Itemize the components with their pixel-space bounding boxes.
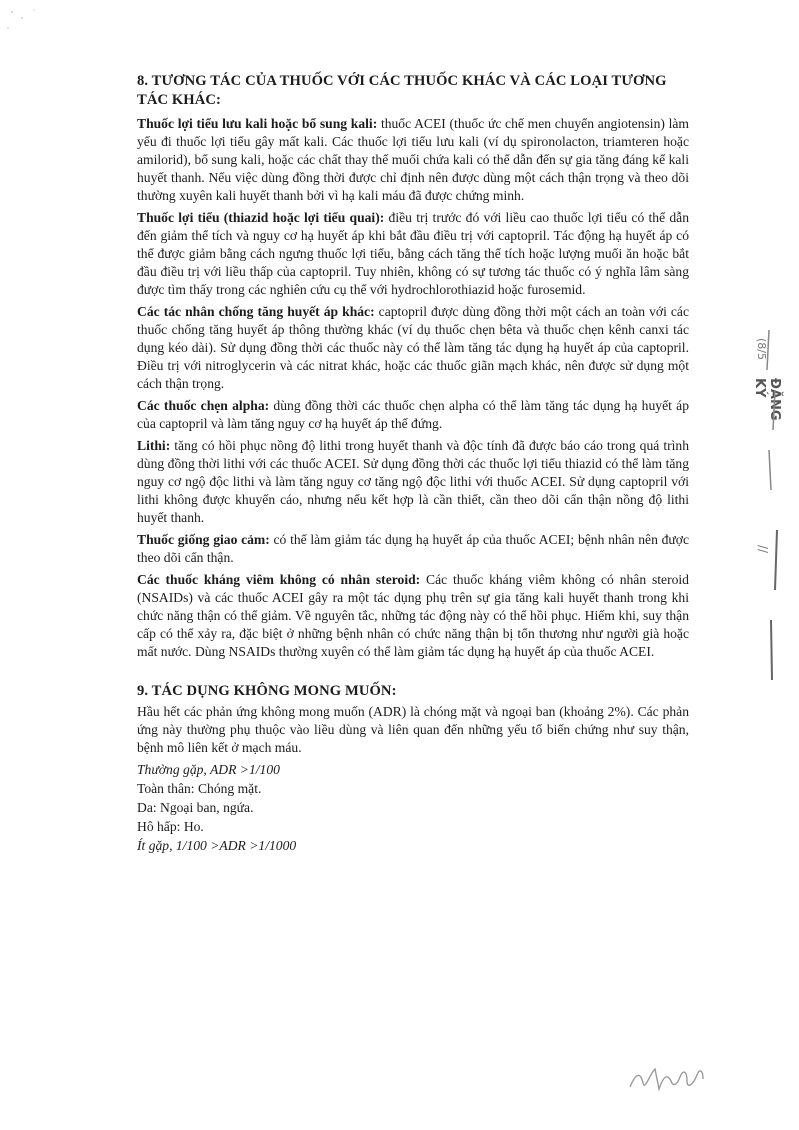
paragraph-text: dùng đồng thời các thuốc chẹn alpha có thể làm tăng tác dụng hạ huyết áp của captopril và làm tăng nguy cơ hạ huyết áp thế đứng. — [137, 398, 689, 431]
paragraph-text: captopril được dùng đồng thời một cách an toàn với các thuốc chống tăng huyết áp thông thường khác (ví dụ thuốc chẹn bêta và thuốc chẹn kênh canxi tác dụng kéo dài). Sử dụng đồng thời các thuốc này có thể làm tăng tác dụng hạ huyết áp của captopril. Điều trị với nitroglycerin và các nitrat khác, hoặc các thuốc giãn mạch khác, nên được sử dụng một cách thận trọng. — [137, 304, 690, 391]
common-item: Da: Ngoại ban, ngứa. — [137, 800, 254, 815]
interaction-sympathomimetics — [137, 531, 689, 567]
section8-heading: 8. TƯƠNG TÁC CỦA THUỐC VỚI CÁC THUỐC KHÁC VÀ CÁC LOẠI TƯƠNG TÁC KHÁC: — [137, 73, 667, 108]
margin-stamp-text: ĐĂNG KÝ — [752, 378, 782, 421]
corner-scan-noise — [0, 0, 60, 40]
margin-stamp-mark: // — [756, 545, 770, 554]
interaction-potassium — [137, 115, 689, 205]
interaction-diuretics — [137, 209, 689, 299]
document-page — [137, 72, 689, 856]
paragraph-lead: Các thuốc kháng viêm không có nhân steroid: — [137, 572, 421, 587]
common-item: Toàn thân: Chóng mặt. — [137, 781, 262, 796]
paragraph-text: điều trị trước đó với liều cao thuốc lợi tiểu có thể dẫn đến giảm thể tích và nguy cơ hạ huyết áp khi bắt đầu điều trị với captopril. Tác động hạ huyết áp có thể được giảm bằng cách ngưng thuốc lợi tiểu, bằng cách tăng thể tích hoặc lượng muối ăn hoặc bắt đầu điều trị với liều thấp của captopril. Tuy nhiên, không có sự tương tác thuốc có ý nghĩa lâm sàng được tìm thấy trong các nghiên cứu cụ thể với hydrochlorothiazid hoặc furosemid. — [137, 210, 689, 297]
section9-heading: 9. TÁC DỤNG KHÔNG MONG MUỐN: — [137, 683, 397, 699]
common-item: Hô hấp: Ho. — [137, 819, 204, 834]
interaction-lithium — [137, 437, 689, 527]
paragraph-lead: Lithi: — [137, 438, 171, 453]
paragraph-lead: Các thuốc chẹn alpha: — [137, 398, 270, 413]
paragraph-text: thuốc ACEI (thuốc ức chế men chuyển angiotensin) làm yếu đi thuốc lợi tiểu gây mất kali. Các thuốc lợi tiểu lưu kali (ví dụ spironolacton, triamteren hoặc amilorid), bổ sung kali, hoặc các chất thay thế muối chứa kali có thể dẫn đến sự gia tăng đáng kể kali huyết thanh. Nếu việc dùng đồng thời được chỉ định nên được dùng một cách thận trọng và theo dõi thường xuyên kali huyết thanh bởi vì hạ kali máu đã được chứng minh. — [137, 116, 689, 203]
uncommon-frequency-label: Ít gặp, 1/100 >ADR >1/1000 — [137, 838, 297, 853]
paragraph-lead: Thuốc giống giao cảm: — [137, 532, 270, 547]
margin-stamp-mark: (8/5 — [755, 338, 768, 360]
paragraph-lead: Các tác nhân chống tăng huyết áp khác: — [137, 304, 375, 319]
adverse-effects-intro: Hầu hết các phản ứng không mong muốn (ADR) là chóng mặt và ngoại ban (khoảng 2%). Các phản ứng này thường phụ thuộc vào liều dùng và liên quan đến những yếu tố biến chứng như suy thận, bệnh mô liên kết ở mạch máu. — [137, 704, 689, 755]
common-frequency-label: Thường gặp, ADR >1/100 — [137, 762, 280, 777]
interaction-antihypertensives — [137, 303, 689, 393]
interaction-alpha-blockers — [137, 397, 689, 433]
handwritten-signature-mark — [625, 1055, 715, 1105]
paragraph-lead: Thuốc lợi tiểu lưu kali hoặc bổ sung kali: — [137, 116, 378, 131]
paragraph-text: có thể làm giảm tác dụng hạ huyết áp của thuốc ACEI; bệnh nhân nên được theo dõi cẩn thận. — [137, 532, 689, 565]
paragraph-text: Các thuốc kháng viêm không có nhân steroid (NSAIDs) và các thuốc ACEI gây ra một tác dụng phụ trên sự gia tăng kali huyết thanh trong khi chức năng thận có thể giảm. Về nguyên tắc, những tác động này có thể hồi phục. Hiếm khi, suy thận cấp có thể xảy ra, đặc biệt ở những bệnh nhân có chức năng thận bị tổn thương như người già hoặc mất nước. Dùng NSAIDs thường xuyên có thể làm giảm tác dụng hạ huyết áp của thuốc ACEI. — [137, 572, 689, 659]
interaction-nsaids — [137, 571, 689, 661]
margin-scan-lines — [755, 330, 795, 690]
paragraph-lead: Thuốc lợi tiểu (thiazid hoặc lợi tiểu quai): — [137, 210, 385, 225]
paragraph-text: tăng có hồi phục nồng độ lithi trong huyết thanh và độc tính đã được báo cáo trong quá trình dùng đồng thời lithi với các thuốc ACEI. Sử dụng đồng thời các thuốc lợi tiểu thiazid có thể làm tăng nguy cơ ngộ độc lithi và làm tăng nguy cơ tăng ngộ độc lithi với thuốc ACEI. Sử dụng captopril với lithi không được khuyến cáo, nhưng nếu kết hợp là cần thiết, cần theo dõi cẩn thận nồng độ lithi huyết thanh. — [137, 438, 689, 525]
